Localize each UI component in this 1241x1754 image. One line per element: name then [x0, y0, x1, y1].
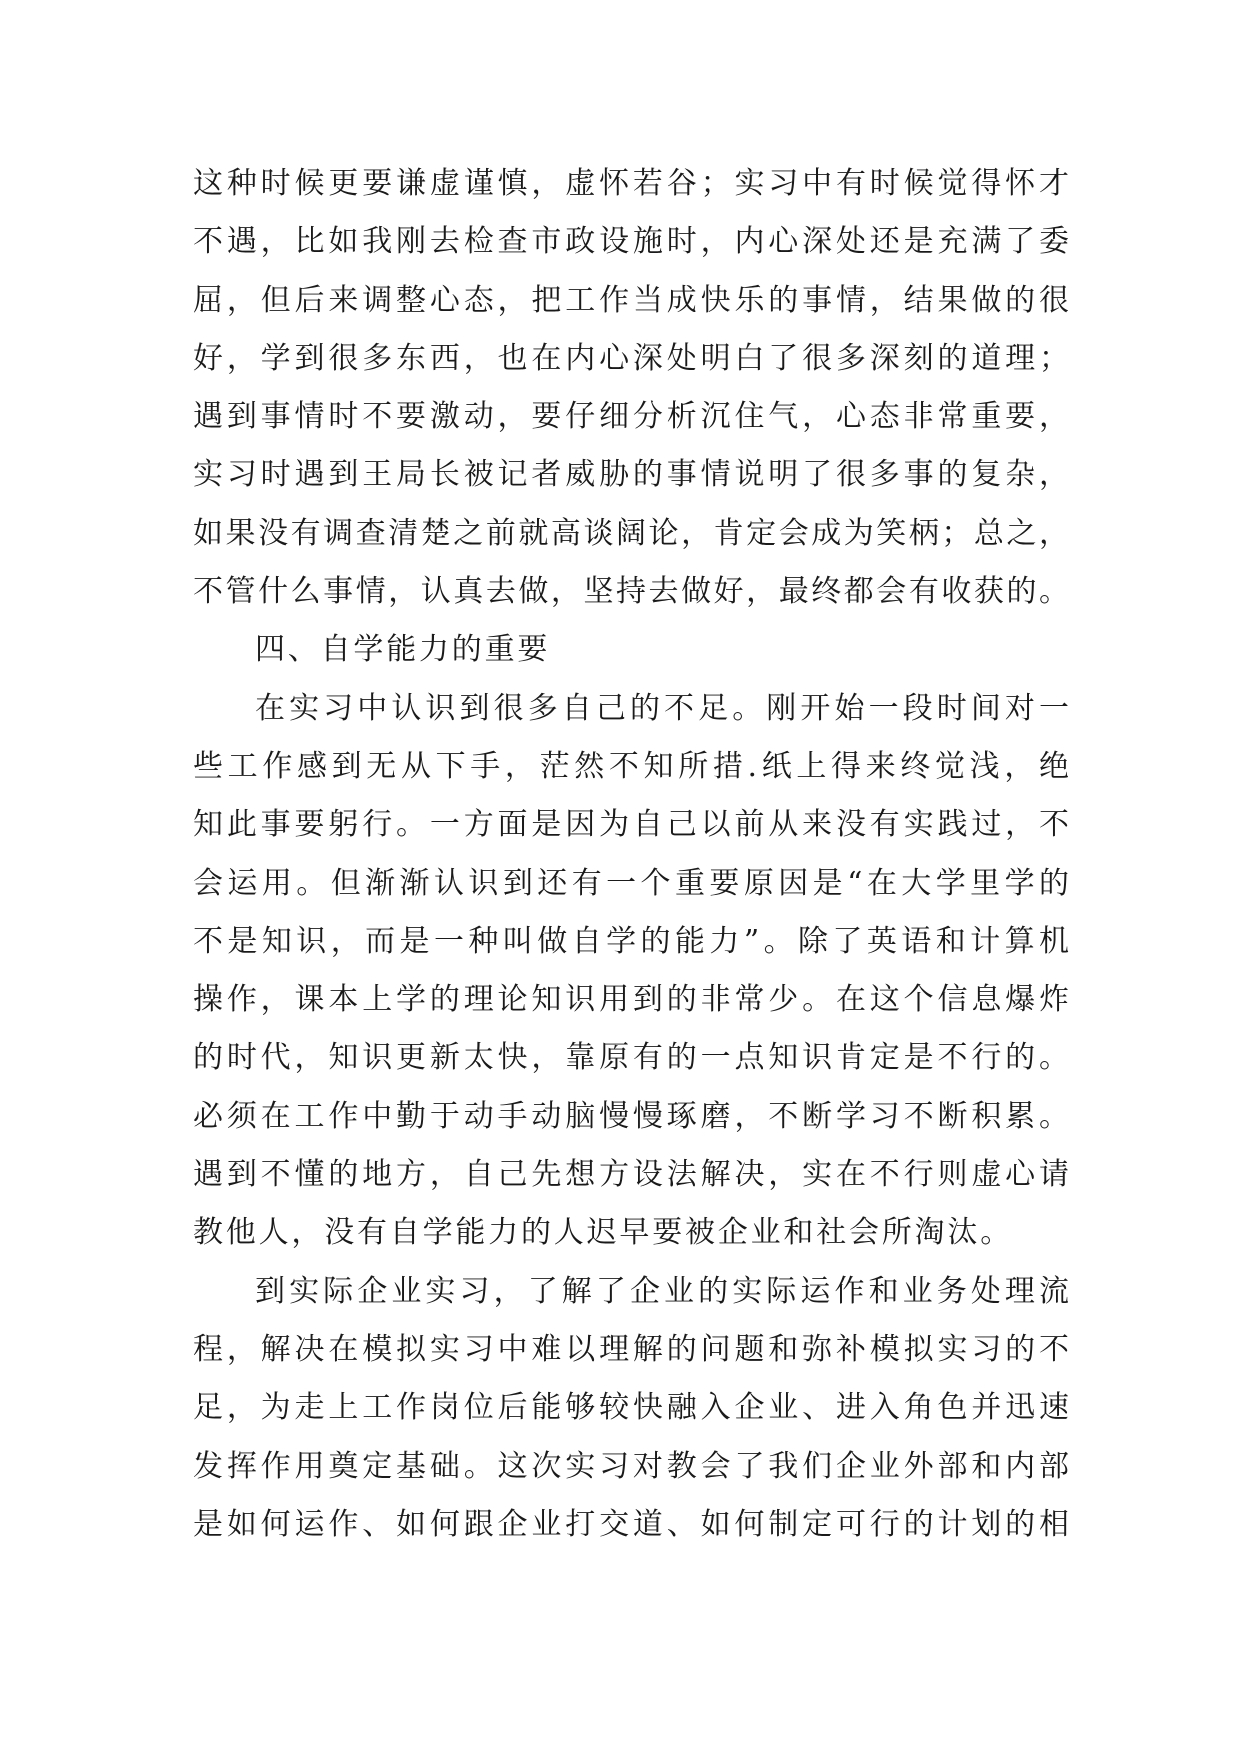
- text-line: 遇到不懂的地方，自己先想方设法解决，实在不行则虚心请: [193, 1157, 1069, 1193]
- text-line: 是如何运作、如何跟企业打交道、如何制定可行的计划的相: [193, 1506, 1069, 1542]
- text-line: 遇到事情时不要激动，要仔细分析沉住气，心态非常重要，: [193, 399, 1069, 435]
- text-line: 知此事要躬行。一方面是因为自己以前从来没有实践过，不: [193, 807, 1069, 843]
- text-line: 发挥作用奠定基础。这次实习对教会了我们企业外部和内部: [193, 1448, 1069, 1484]
- text-line: 这种时候更要谦虚谨慎，虚怀若谷；实习中有时候觉得怀才: [193, 166, 1069, 201]
- text-line: 好，学到很多东西，也在内心深处明白了很多深刻的道理；: [193, 340, 1069, 376]
- text-line: 足，为走上工作岗位后能够较快融入企业、进入角色并迅速: [193, 1390, 1069, 1426]
- text-line: 不遇，比如我刚去检查市政设施时，内心深处还是充满了委: [193, 224, 1069, 260]
- text-line: 操作，课本上学的理论知识用到的非常少。在这个信息爆炸: [193, 982, 1069, 1018]
- text-line: 教他人，没有自学能力的人迟早要被企业和社会所淘汰。: [193, 1215, 1013, 1251]
- text-line: 程，解决在模拟实习中难以理解的问题和弥补模拟实习的不: [193, 1331, 1069, 1367]
- body-text: [193, 155, 1069, 1554]
- text-line: 如果没有调查清楚之前就高谈阔论，肯定会成为笑柄；总之，: [193, 515, 1069, 551]
- text-line: 实习时遇到王局长被记者威胁的事情说明了很多事的复杂，: [193, 457, 1069, 493]
- text-line: 必须在工作中勤于动手动脑慢慢琢磨，不断学习不断积累。: [193, 1098, 1069, 1134]
- text-line: 的时代，知识更新太快，靠原有的一点知识肯定是不行的。: [193, 1040, 1069, 1076]
- section-heading: 四、自学能力的重要: [255, 632, 551, 668]
- text-line: 些工作感到无从下手，茫然不知所措.纸上得来终觉浅，绝: [193, 748, 1069, 784]
- text-line: 不是知识，而是一种叫做自学的能力”。除了英语和计算机: [193, 923, 1069, 959]
- text-line: 会运用。但渐渐认识到还有一个重要原因是“在大学里学的: [193, 865, 1069, 901]
- text-line: 屈，但后来调整心态，把工作当成快乐的事情，结果做的很: [193, 282, 1069, 318]
- paragraph-first-line: 到实际企业实习，了解了企业的实际运作和业务处理流: [255, 1273, 1069, 1309]
- paragraph-first-line: 在实习中认识到很多自己的不足。刚开始一段时间对一: [255, 690, 1069, 726]
- text-line: 不管什么事情，认真去做，坚持去做好，最终都会有收获的。: [193, 574, 1069, 610]
